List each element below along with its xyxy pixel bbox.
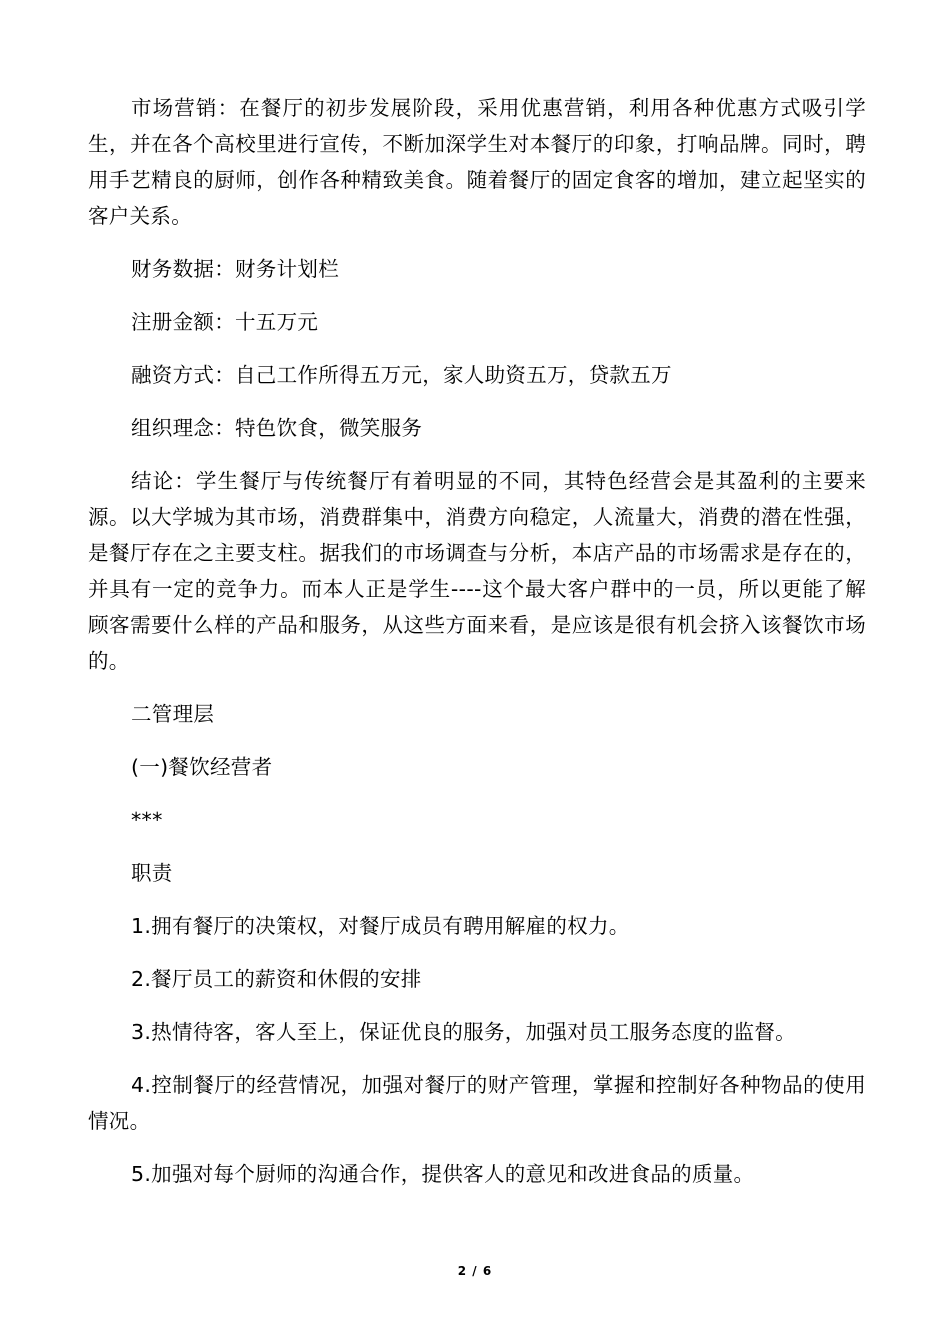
list-item-responsibility-4: 4.控制餐厅的经营情况，加强对餐厅的财产管理，掌握和控制好各种物品的使用情况。 — [88, 1073, 866, 1133]
document-body — [88, 90, 866, 1209]
heading-responsibilities: 职责 — [131, 861, 173, 885]
paragraph-financing-method: 融资方式：自己工作所得五万元，家人助资五万，贷款五万 — [131, 363, 672, 387]
section-heading-management: 二管理层 — [131, 702, 215, 726]
subsection-heading-operator: (一)餐饮经营者 — [131, 755, 273, 779]
paragraph-registered-capital: 注册金额：十五万元 — [131, 310, 319, 334]
list-item-responsibility-5: 5.加强对每个厨师的沟通合作，提供客人的意见和改进食品的质量。 — [131, 1162, 755, 1186]
list-item-responsibility-1: 1.拥有餐厅的决策权，对餐厅成员有聘用解雇的权力。 — [131, 914, 630, 938]
list-item-responsibility-3: 3.热情待客，客人至上，保证优良的服务，加强对员工服务态度的监督。 — [131, 1020, 796, 1044]
paragraph-conclusion: 结论：学生餐厅与传统餐厅有着明显的不同，其特色经营会是其盈利的主要来源。以大学城为其市场，消费群集中，消费方向稳定，人流量大，消费的潜在性强，是餐厅存在之主要支柱。据我们的市场调查与分析，本店产品的市场需求是存在的，并具有一定的竞争力。而本人正是学生----这个最大客户群中的一员，所以更能了解顾客需要什么样的产品和服务，从这些方面来看，是应该是很有机会挤入该餐饮市场的。 — [88, 469, 866, 673]
paragraph-organization-philosophy: 组织理念：特色饮食，微笑服务 — [131, 416, 423, 440]
page-number: 2 / 6 — [457, 1264, 493, 1278]
paragraph-financial-data: 财务数据：财务计划栏 — [131, 257, 339, 281]
list-item-responsibility-2: 2.餐厅员工的薪资和休假的安排 — [131, 967, 422, 991]
separator-asterisks: *** — [131, 808, 163, 832]
paragraph-marketing: 市场营销：在餐厅的初步发展阶段，采用优惠营销，利用各种优惠方式吸引学生，并在各个高校里进行宣传，不断加深学生对本餐厅的印象，打响品牌。同时，聘用手艺精良的厨师，创作各种精致美食。随着餐厅的固定食客的增加，建立起坚实的客户关系。 — [88, 96, 866, 228]
